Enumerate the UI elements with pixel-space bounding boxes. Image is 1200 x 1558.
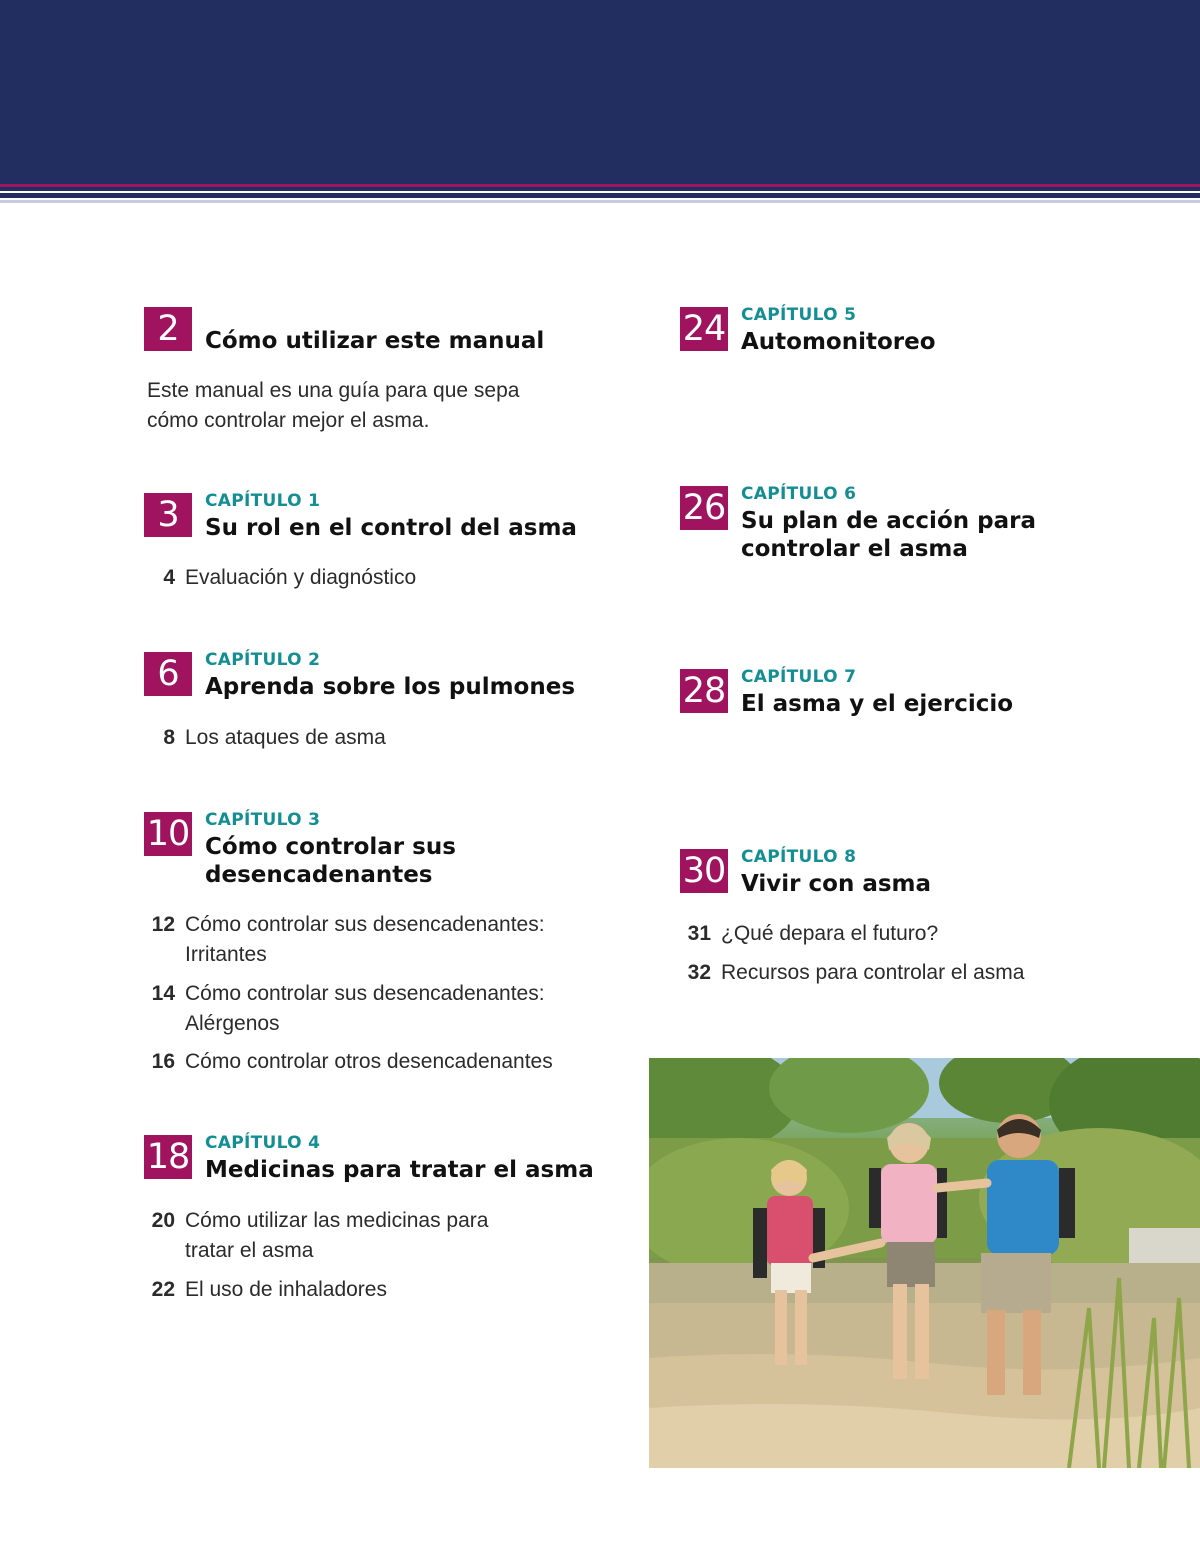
chapter-title-line: Cómo controlar sus [205, 834, 456, 860]
chapter-label: CAPÍTULO 5 [741, 305, 857, 325]
subentry-line: Cómo controlar sus desencadenantes: [185, 913, 545, 936]
page-number-box: 24 [680, 307, 728, 351]
subentry-page: 12 [151, 913, 175, 936]
page-number-box: 3 [144, 493, 192, 537]
subentry-title: Recursos para controlar el asma [721, 961, 1025, 984]
chapter-title: Vivir con asma [741, 871, 932, 897]
subentry-title [185, 1206, 488, 1266]
chapter-label: CAPÍTULO 4 [205, 1133, 321, 1153]
subentry-page: 4 [163, 566, 175, 589]
chapter-label: CAPÍTULO 2 [205, 650, 321, 670]
chapter-title-line: Su plan de acción para [741, 508, 1036, 534]
subentry-title [185, 910, 545, 970]
page-number-box: 6 [144, 652, 192, 696]
subentry-line: tratar el asma [185, 1239, 314, 1262]
subentry-page: 32 [687, 961, 711, 984]
chapter-label: CAPÍTULO 8 [741, 847, 857, 867]
photo-illustration [649, 1058, 1200, 1468]
chapter-title: Automonitoreo [741, 329, 936, 355]
header-rule-navy-thick [0, 193, 1200, 198]
subentry-line: Cómo controlar sus desencadenantes: [185, 982, 545, 1005]
page-number-box: 30 [680, 849, 728, 893]
intro-text-line: cómo controlar mejor el asma. [147, 409, 430, 432]
header-rule-light [0, 200, 1200, 203]
chapter-title: El asma y el ejercicio [741, 691, 1014, 717]
chapter-title-line: controlar el asma [741, 536, 968, 562]
subentry-page: 16 [151, 1050, 175, 1073]
page-number-box: 10 [144, 812, 192, 856]
subentry-line: Cómo utilizar las medicinas para [185, 1209, 489, 1232]
subentry-title: El uso de inhaladores [185, 1278, 387, 1301]
page-number-box: 2 [144, 307, 192, 351]
header-band [0, 0, 1200, 184]
chapter-label: CAPÍTULO 1 [205, 491, 321, 511]
chapter-title: Aprenda sobre los pulmones [205, 674, 576, 700]
chapter-label: CAPÍTULO 7 [741, 667, 857, 687]
subentry-page: 8 [163, 726, 175, 749]
chapter-title: Medicinas para tratar el asma [205, 1157, 594, 1183]
chapter-title [205, 833, 456, 889]
subentry-title: Los ataques de asma [185, 726, 386, 749]
family-river-photo [649, 1058, 1200, 1468]
page-number-box: 18 [144, 1135, 192, 1179]
chapter-label: CAPÍTULO 3 [205, 810, 321, 830]
intro-title: Cómo utilizar este manual [205, 328, 545, 354]
subentry-page: 14 [151, 982, 175, 1005]
page-number-box: 28 [680, 669, 728, 713]
subentry-title [185, 979, 545, 1039]
subentry-title: Cómo controlar otros desencadenantes [185, 1050, 553, 1073]
subentry-title: Evaluación y diagnóstico [185, 566, 417, 589]
chapter-title-line: desencadenantes [205, 862, 433, 888]
subentry-title: ¿Qué depara el futuro? [721, 922, 939, 945]
subentry-line: Irritantes [185, 943, 267, 966]
chapter-label: CAPÍTULO 6 [741, 484, 857, 504]
page-number-box: 26 [680, 486, 728, 530]
intro-text [147, 376, 519, 436]
intro-text-line: Este manual es una guía para que sepa [147, 379, 520, 402]
chapter-title: Su rol en el control del asma [205, 515, 577, 541]
subentry-page: 22 [151, 1278, 175, 1301]
subentry-page: 31 [687, 922, 711, 945]
chapter-title [741, 507, 1036, 563]
subentry-line: Alérgenos [185, 1012, 280, 1035]
subentry-page: 20 [151, 1209, 175, 1232]
